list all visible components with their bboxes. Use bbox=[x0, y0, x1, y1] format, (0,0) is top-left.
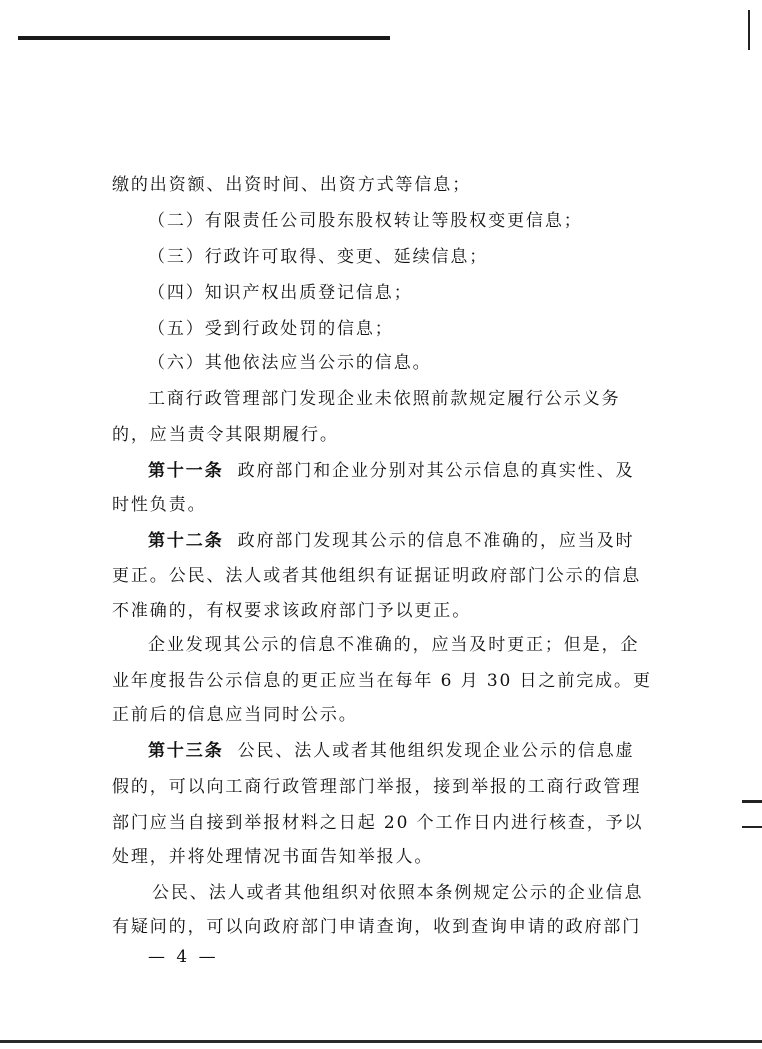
text-line: 缴的出资额、出资时间、出资方式等信息； bbox=[112, 175, 472, 195]
text-line: （六）其他依法应当公示的信息。 bbox=[148, 353, 432, 373]
text-segment: 公民、法人或者其他组织发现企业公示的信息虚 bbox=[237, 741, 635, 761]
scan-border-bottom bbox=[0, 1040, 762, 1043]
scan-edge-mark bbox=[748, 10, 750, 50]
text-line: 部门应当自接到举报材料之日起 20 个工作日内进行核查，予以 bbox=[112, 813, 644, 833]
article-line bbox=[148, 530, 635, 552]
text-line: 工商行政管理部门发现企业未依照前款规定履行公示义务 bbox=[148, 389, 621, 409]
scan-edge-mark bbox=[742, 826, 762, 828]
text-line: （二）有限责任公司股东股权转让等股权变更信息； bbox=[148, 211, 583, 231]
article-line bbox=[148, 740, 635, 762]
text-line: 业年度报告公示信息的更正应当在每年 6 月 30 日之前完成。更 bbox=[112, 671, 652, 691]
scan-edge-mark bbox=[742, 800, 762, 803]
text-line: 公民、法人或者其他组织对依照本条例规定公示的企业信息 bbox=[152, 883, 644, 903]
text-segment: 政府部门和企业分别对其公示信息的真实性、及 bbox=[237, 461, 635, 481]
page-number: — 4 — bbox=[148, 947, 219, 967]
text-line: 不准确的，有权要求该政府部门予以更正。 bbox=[112, 601, 472, 621]
text-line: 正前后的信息应当同时公示。 bbox=[112, 705, 358, 725]
text-line: 的，应当责令其限期履行。 bbox=[112, 425, 339, 445]
text-line: 有疑问的，可以向政府部门申请查询，收到查询申请的政府部门 bbox=[112, 917, 642, 937]
text-line: 更正。公民、法人或者其他组织有证据证明政府部门公示的信息 bbox=[112, 566, 642, 586]
article-heading: 第十二条 bbox=[148, 531, 224, 551]
text-line: （四）知识产权出质登记信息； bbox=[148, 283, 413, 303]
article-heading: 第十一条 bbox=[148, 461, 224, 481]
text-line: 假的，可以向工商行政管理部门举报，接到举报的工商行政管理 bbox=[112, 777, 642, 797]
text-line: 时性负责。 bbox=[112, 495, 207, 515]
text-line: 企业发现其公示的信息不准确的，应当及时更正；但是，企 bbox=[148, 635, 640, 655]
text-segment: 政府部门发现其公示的信息不准确的，应当及时 bbox=[237, 531, 635, 551]
text-line: （三）行政许可取得、变更、延续信息； bbox=[148, 247, 489, 267]
article-heading: 第十三条 bbox=[148, 741, 224, 761]
scan-border-top bbox=[18, 36, 390, 40]
text-line: （五）受到行政处罚的信息； bbox=[148, 319, 394, 339]
text-line: 处理，并将处理情况书面告知举报人。 bbox=[112, 847, 434, 867]
article-line bbox=[148, 460, 635, 482]
